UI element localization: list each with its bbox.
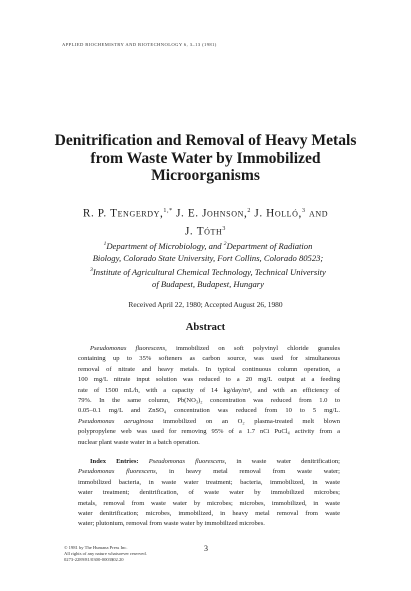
author-initials: J. [184,225,197,238]
copyright-line: 0273-2289/81/0300-0003$02.20 [64,557,124,563]
title-line: Microorganisms [151,167,260,185]
title-line: from Waste Water by Immobilized [90,149,321,167]
abstract-line: removal of nitrate and heavy metals. In typical continuous column operation, a [78,365,340,373]
author-affil-marks: 2 [247,208,251,214]
abstract-text-run: immobilized on soft polyvinyl chloride granules [166,345,340,352]
species-name: Pseudomonas fluorescens, [78,468,158,476]
index-line: water; plutonium, removal from waste water by immobilized microbes. [78,520,265,528]
affil-text: Institute of Agricultural Chemical Technology, Technical University [92,266,326,277]
species-name: Pseudomonas fluorescens, [148,458,227,465]
title-line: Denitrification and Removal of Heavy Metals [54,132,357,149]
index-line: metals, removal from waste water by microbes; microbes, immobilized, in waste [78,499,340,507]
author-name: Johnson, [202,207,248,220]
copyright-line: All rights of any nature whatsoever reserved. [64,551,147,557]
abstract-line: polypropylene web was used for removing 95% of a 1.7 nCi PuCl₄ activity from a [78,428,340,436]
author-name: Tengerdy, [110,207,164,220]
abstract-body [78,344,340,448]
author-name: Tóth [196,225,223,238]
abstract-line [78,417,340,427]
abstract-line: containing up to 35% softeners as carbon source, was used for simultaneous [78,355,340,363]
index-entries [78,457,340,530]
affiliation-line: Biology, Colorado State University, Fort Collins, Colorado 80523; [92,252,324,263]
affil-mark: 3 [90,266,93,273]
author-line [40,222,371,240]
author-affil-marks: 3 [222,225,227,232]
species-name: Pseudomonas fluorescens, [90,345,167,352]
author-name: Holló, [266,207,302,220]
author-conjunction: and [305,207,329,220]
author-initials: J. E. [172,207,203,220]
species-name: Pseudomonas aeruginosa [78,417,154,425]
abstract-heading: Abstract [185,322,226,333]
affil-text: Department of Radiation [226,240,313,251]
received-dates: Received April 22, 1980; Accepted August 26, 1980 [128,300,283,309]
affiliation-line [52,264,364,278]
author-line [40,204,371,222]
copyright-line: © 1981 by The Humana Press Inc. [64,545,128,550]
index-text-run: in waste water denitrification; [226,458,340,465]
index-line: water denitrification; microbes, immobilized, in heavy metal removal from waste [78,510,340,518]
index-line [78,467,340,477]
affil-text: Department of Microbiology, and [106,240,224,251]
affiliation-line: of Budapest, Budapest, Hungary [152,278,264,289]
author-affil-marks: 3 [301,208,306,214]
index-line: water treatment; denitrification, of waste water by immobilized microbes; [78,489,340,497]
paper-title [40,132,371,185]
author-affil-marks: 1,* [163,208,173,214]
page-number: 3 [204,544,208,553]
running-head: APPLIED BIOCHEMISTRY AND BIOTECHNOLOGY 6, 3–13 (1981) [62,42,217,47]
abstract-line: 79%. In the same column, Pb(NO₃)₂ concentration was reduced from 1.0 to [78,397,340,405]
author-initials: R. P. [82,207,111,220]
abstract-line: 0.05–0.1 mg/L and ZnSO₄ concentration was reduced from 10 to 5 mg/L. [78,407,340,415]
author-initials: J. [250,207,267,220]
affiliation-line [52,238,364,252]
abstract-line: rate of 1500 mL/h, with a capacity of 14 kg/day/m³, and with an efficiency of [78,386,340,394]
copyright-notice [64,545,147,564]
index-entries-label: Index Entries: [90,458,139,465]
index-line: immobilized bacteria, in waste water treatment; bacteria, immobilized, in waste [78,478,340,486]
index-text-run: in heavy metal removal from waste water; [157,468,340,476]
author-list [40,204,371,239]
affiliations [52,238,364,290]
abstract-line: 100 mg/L nitrate input solution was reduced to a 20 mg/L output at a feeding [78,376,340,384]
affil-mark: 1 [103,241,107,247]
abstract-line [78,344,340,354]
abstract-text-run: immobilized on an O₂ plasma-treated melt blown [153,417,341,425]
index-line [78,457,340,467]
abstract-line: nuclear plant waste water in a batch operation. [78,438,200,446]
affil-mark: 2 [223,241,227,247]
